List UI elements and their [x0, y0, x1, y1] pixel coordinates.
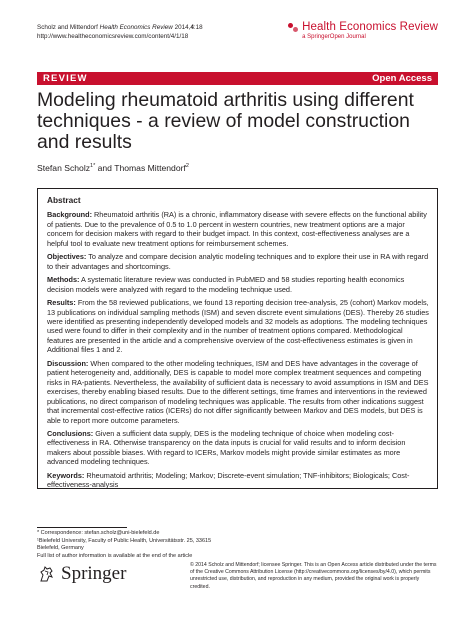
citation-line — [37, 23, 203, 32]
abstract-objectives — [47, 252, 429, 271]
article-type-bar — [37, 72, 438, 85]
abstract-conclusions — [47, 429, 429, 467]
author-1: Stefan Scholz — [37, 163, 91, 173]
publisher-name: Springer — [61, 563, 127, 584]
journal-name: Health Economics Review — [302, 21, 438, 33]
journal-branding — [288, 21, 438, 40]
discussion-label: Discussion: — [47, 358, 89, 368]
citation-journal: Health Economics Review — [99, 24, 173, 31]
citation-issue: 4 — [190, 24, 194, 31]
conclusions-label: Conclusions: — [47, 428, 94, 438]
open-access-label: Open Access — [372, 73, 432, 84]
abstract-discussion — [47, 359, 429, 425]
objectives-text: To analyze and compare decision analytic modeling techniques and to explore their use in RA with regard to their advantages and shortcomings. — [47, 252, 429, 271]
abstract-methods — [47, 275, 429, 294]
author-list — [37, 163, 189, 173]
footnote-rule — [37, 527, 127, 528]
discussion-text: When compared to the other modeling techniques, ISM and DES have advantages in the coverage of patient heterogeneity and, additionally, DES is capable to model more complex treatment sequences and competing risks in RA-patients. Nevertheless, the availability of sufficient data is necessary to avoid assumptions in ISM and DES exercises, thereby enabling biased results. Due to the different settings, time frames and interventions in the reviewed publications, no direct comparison of modeling techniques was applicable. The results from other indications suggest that incremental cost-effective ratios (ICERs) do not differ significantly between Markov and DES models, but DES is able to report more outcome parameters. — [47, 358, 429, 425]
article-url[interactable]: http://www.healtheconomicsreview.com/content/4/1/18 — [37, 33, 189, 40]
abstract-box — [37, 188, 438, 489]
background-label: Background: — [47, 210, 92, 220]
citation-authors: Scholz and Mittendorf — [37, 24, 98, 31]
footnotes — [37, 527, 211, 560]
article-title: Modeling rheumatoid arthritis using different techniques - a review of model construction and results — [37, 89, 414, 153]
methods-text: A systematic literature review was conducted in PubMED and 58 studies reporting health economics decision models were analyzed with regard to the modeling technique used. — [47, 275, 405, 294]
author-join: and — [95, 163, 115, 173]
author-info-note: Full list of author information is available at the end of the article — [37, 552, 193, 559]
abstract-background — [47, 210, 429, 248]
springer-horse-icon — [37, 564, 57, 584]
abstract-keywords — [47, 471, 429, 490]
methods-label: Methods: — [47, 275, 80, 285]
correspondence-note: * Correspondence: stefan.scholz@uni-bielefeld.de — [37, 530, 160, 536]
running-header — [37, 23, 203, 41]
author-2: Thomas Mittendorf — [114, 163, 186, 173]
author-1-mark: 1* — [90, 163, 96, 170]
results-text: From the 58 reviewed publications, we found 13 reporting decision tree-analysis, 25 (cohort) Markov models, 13 publications on individual sampling methods (ISM) and seven discrete event simulations (DES). Thereby 26 studies were identified as presenting independently developed models and 32 models as adoptions. The modeling techniques used were found to differ in their complexity and in the number of treatment options compared. Methodological features are presented in the article and a comprehensive overview of the cost-effectiveness estimates is given in Additional files 1 and 2. — [47, 298, 429, 355]
abstract-results — [47, 298, 429, 355]
affiliation-line-2: Bielefeld, Germany — [37, 545, 84, 552]
citation-article: :18 — [193, 24, 203, 31]
springer-logo — [37, 563, 126, 585]
author-2-mark: 2 — [185, 163, 189, 170]
license-text: © 2014 Scholz and Mittendorf; licensee Springer. This is an Open Access article distributed under the terms of the Creative Commons Attribution License (http://creativecommons.org/licenses/by/4.0), which permits unrestricted use, distribution, and reproduction in any medium, provided the original work is properly credited. — [190, 562, 437, 590]
conclusions-text: Given a sufficient data supply, DES is the modeling technique of choice when modeling cost-effectiveness in RA. Otherwise transparency on the data inputs is crucial for valid results and to inform decision makers about possible biases. With regard to ICERs, Markov models might provide similar estimates as more advanced modeling techniques. — [47, 428, 406, 467]
abstract-heading: Abstract — [47, 195, 81, 205]
journal-subtitle: a SpringerOpen Journal — [302, 34, 366, 40]
results-label: Results: — [47, 298, 76, 308]
affiliation-line-1: ¹Bielefeld University, Faculty of Public Health, Universitätsstr. 25, 33615 — [37, 537, 212, 544]
keywords-label: Keywords: — [47, 470, 85, 480]
keywords-text: Rheumatoid arthritis; Modeling; Markov; Discrete-event simulation; TNF-inhibitors; Biologicals; Cost-effectiveness-analysis — [47, 470, 410, 490]
article-type-label: REVIEW — [43, 73, 88, 84]
journal-logo-icon — [288, 22, 299, 33]
background-text: Rheumatoid arthritis (RA) is a chronic, inflammatory disease with severe effects on the functional ability of patients. Due to the prevalence of 0.5 to 1.0 percent in western countries, new treatment options are a major concern for decision makers with regard to their budget impact. In this context, cost-effectiveness analyses are a helpful tool to evaluate new treatment options for reimbursement schemes. — [47, 210, 427, 248]
citation-year-vol: 2014, — [174, 24, 191, 31]
objectives-label: Objectives: — [47, 252, 87, 262]
